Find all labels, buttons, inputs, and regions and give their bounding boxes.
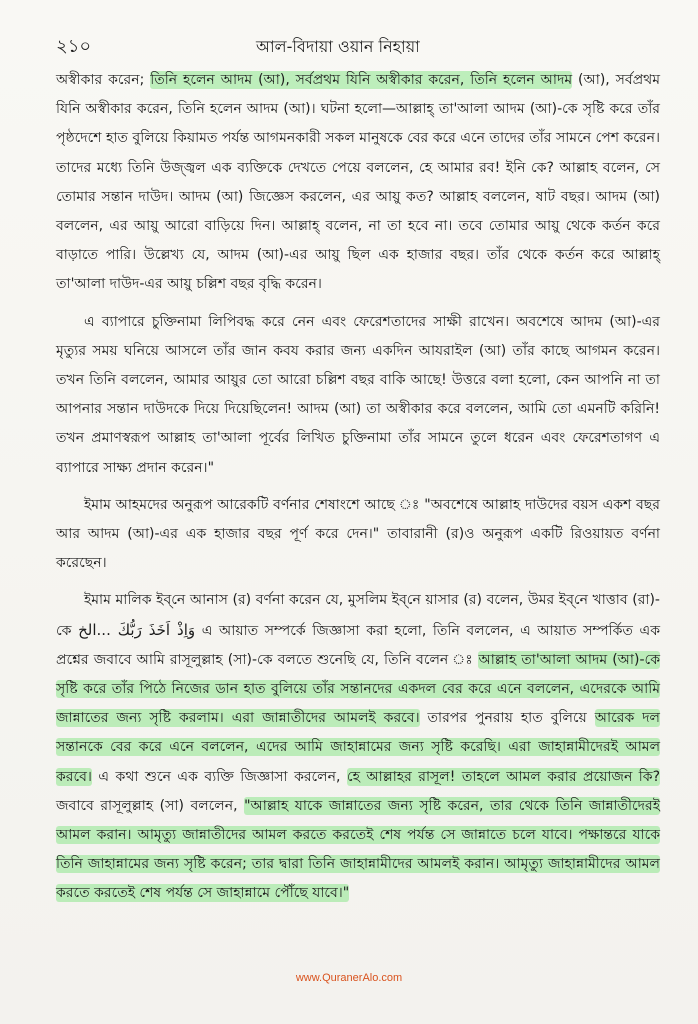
highlighted-text: তিনি হলেন আদম (আ), সর্বপ্রথম যিনি অস্বীকার করেন, তিনি হলেন আদম bbox=[150, 72, 573, 88]
page-header bbox=[56, 32, 660, 66]
text-span: (আ), সর্বপ্রথম যিনি অস্বীকার করেন, তিনি হলেন আদম (আ)। ঘটনা হলো—আল্লাহ্ তা'আলা আদম (আ)-কে সৃষ্টি করে তাঁর পৃষ্ঠদেশে হাত বুলিয়ে কিয়ামত পর্যন্ত আগমনকারী সকল মানুষকে বের করে এনে তাদের তাঁর সামনে পেশ করেন। তাদের মধ্যে তিনি উজ্জ্বল এক ব্যক্তিকে দেখতে পেয়ে বললেন, হে আমার রব! ইনি কে? আল্লাহ বলেন, সে তোমার সন্তান দাউদ। আদম (আ) জিজ্ঞেস করলেন, এর আয়ু কত? আল্লাহ বললেন, ষাট বছর। আদম (আ) বললেন, এর আয়ু আরো বাড়িয়ে দিন। আল্লাহ্ বলেন, না তা হবে না। তবে তোমার আয়ু থেকে কর্তন করে বাড়াতে পারি। উল্লেখ্য যে, আদম (আ)-এর আয়ু ছিল এক হাজার বছর। তাঁর থেকে কর্তন করে আল্লাহ্ তা'আলা দাউদ-এর আয়ু চল্লিশ বছর বৃদ্ধি করেন। bbox=[56, 72, 660, 293]
text-span: তারপর পুনরায় হাত বুলিয়ে bbox=[419, 710, 595, 727]
highlighted-text: হে আল্লাহর রাসূল! তাহলে আমল করার প্রয়োজন কি? bbox=[346, 768, 661, 785]
page-number: ২১০ bbox=[56, 36, 92, 57]
book-title: আল-বিদায়া ওয়ান নিহায়া bbox=[256, 37, 420, 56]
paragraph-3: ইমাম আহমদের অনুরূপ আরেকটি বর্ণনার শেষাংশে আছে ঃ "অবশেষে আল্লাহ দাউদের বয়স একশ বছর আর আদম (আ)-এর এক হাজার বছর পূর্ণ করে দেন।" তাবারানী (র)ও অনুরূপ একটি রিওয়ায়ত বর্ণনা করেছেন। bbox=[56, 496, 660, 572]
page-body bbox=[56, 66, 660, 909]
arabic-quote: وَاِذْ اَخَذَ رَبُّكَ ...الخ bbox=[78, 620, 196, 639]
highlighted-text: "আল্লাহ যাকে জান্নাতের জন্য সৃষ্টি করেন, তার থেকে তিনি জান্নাতীদেরই আমল করান। আমৃত্যু জান্নাতীদের আমল করতে করতেই শেষ পর্যন্ত সে জান্নাতে চলে যাবে। পক্ষান্তরে যাকে তিনি জাহান্নামের জন্য সৃষ্টি করেন; তার দ্বারা তিনি জাহান্নামীদের আমলই করান। আমৃত্যু জাহান্নামীদের আমল করতে করতেই শেষ পর্যন্ত সে জাহান্নামে পৌঁছে যাবে।" bbox=[56, 797, 660, 902]
text-span: ইমাম মালিক ইব্‌নে আনাস (র) বর্ণনা করেন যে, মুসলিম ইব্‌নে য়াসার (র) বলেন, উমর ইব্‌নে খাত্তাব (রা)-কে bbox=[56, 592, 660, 639]
footer-website-url: www.QuranerAlo.com bbox=[295, 972, 403, 984]
paragraph-1 bbox=[56, 66, 660, 300]
text-span: এ কথা শুনে এক ব্যক্তি জিজ্ঞাসা করলেন, bbox=[91, 768, 347, 785]
text-span: এ আয়াত সম্পর্কে জিজ্ঞাসা করা হলো, তিনি বললেন, এ আয়াত সম্পর্কিত এক প্রশ্নের জবাবে আমি রাসূলুল্লাহ (সা)-কে বলতে শুনেছি যে, তিনি বলেন ঃ bbox=[56, 622, 661, 668]
highlighted-text: আল্লাহ তা'আলা আদম (আ)-কে সৃষ্টি করে তাঁর পিঠে নিজের ডান হাত বুলিয়ে তাঁর সন্তানদের একদল বের করে এনে বললেন, এদেরকে আমি জান্নাতের জন্য সৃষ্টি করলাম। এরা জান্নাতীদের আমলই করবে। bbox=[56, 651, 660, 727]
paragraph-2: এ ব্যাপারে চুক্তিনামা লিপিবদ্ধ করে নেন এবং ফেরেশতাদের সাক্ষী রাখেন। অবশেষে আদম (আ)-এর মৃত্যুর সময় ঘনিয়ে আসলে তাঁর জান কবয করার জন্য একদিন আযরাইল (আ) তাঁর কাছে আগমন করেন। তখন তিনি বললেন, আমার আয়ুর তো আরো চল্লিশ বছর বাকি আছে! উত্তরে বলা হলো, কেন আপনি না তা আপনার সন্তান দাউদকে দিয়ে দিয়েছিলেন! আদম (আ) তা অস্বীকার করে বললেন, আমি তো এমনটি করিনি! তখন প্রমাণস্বরূপ আল্লাহ তা'আলা পূর্বের লিখিত চুক্তিনামা তাঁর সামনে তুলে ধরেন এবং ফেরেশতাগণ এ ব্যাপারে সাক্ষ্য প্রদান করেন।" bbox=[56, 313, 660, 476]
text-span: জবাবে রাসূলুল্লাহ (সা) বললেন, bbox=[56, 797, 245, 814]
text-span: অস্বীকার করেন; bbox=[56, 72, 151, 88]
highlighted-text: আরেক দল সন্তানকে বের করে এনে বললেন, এদের আমি জাহান্নামের জন্য সৃষ্টি করেছি। এরা জাহান্নামীদেরই আমল করবে। bbox=[56, 710, 660, 785]
paragraph-4 bbox=[56, 586, 660, 908]
